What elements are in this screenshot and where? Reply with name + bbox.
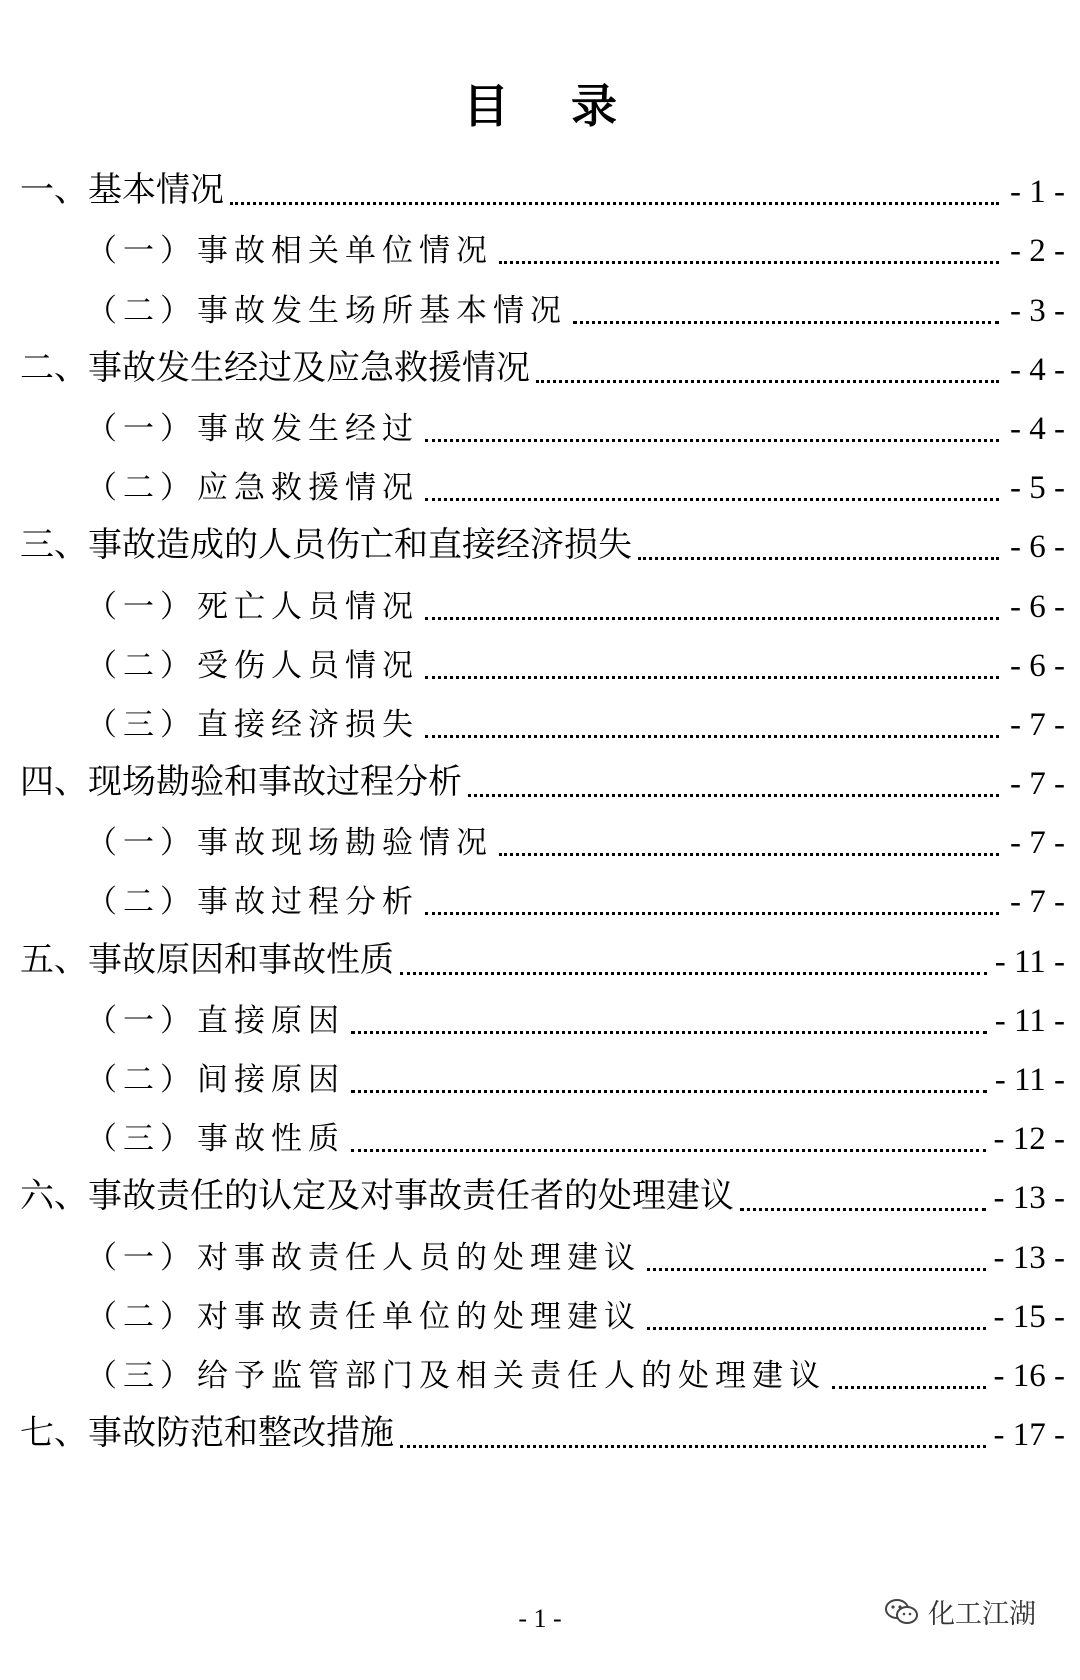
toc-section-entry[interactable]: [20, 513, 1065, 572]
toc-dot-leader: [647, 1268, 986, 1271]
toc-entry-label: 六、事故责任的认定及对事故责任者的处理建议: [20, 1176, 734, 1217]
toc-entry-label: （三）事故性质: [86, 1121, 345, 1158]
toc-entry-page: - 12 -: [993, 1121, 1065, 1158]
toc-entry-label: 七、事故防范和整改措施: [20, 1413, 394, 1454]
toc-entry-label: （二）应急救援情况: [86, 470, 419, 507]
toc-entry-label: 一、基本情况: [20, 170, 224, 211]
toc-subsection-entry[interactable]: [20, 1223, 1065, 1282]
toc-dot-leader: [638, 557, 999, 560]
toc-entry-label: （二）受伤人员情况: [86, 647, 419, 684]
toc-subsection-entry[interactable]: [20, 454, 1065, 513]
watermark-text: 化工江湖: [928, 1599, 1036, 1630]
toc-entry-label: （一）事故现场勘验情况: [86, 825, 493, 862]
toc-entry-page: - 2 -: [1010, 233, 1065, 270]
toc-dot-leader: [425, 676, 999, 679]
toc-entry-label: （二）事故过程分析: [86, 884, 419, 921]
toc-entry-page: - 4 -: [1010, 351, 1065, 388]
toc-section-entry[interactable]: [20, 336, 1065, 395]
page-number: - 1 -: [518, 1604, 562, 1633]
toc-dot-leader: [573, 321, 999, 324]
toc-dot-leader: [425, 617, 999, 620]
toc-subsection-entry[interactable]: [20, 1342, 1065, 1401]
toc-subsection-entry[interactable]: [20, 395, 1065, 454]
toc-entry-page: - 11 -: [994, 1002, 1065, 1039]
toc-entry-label: （一）死亡人员情况: [86, 588, 419, 625]
toc-entry-page: - 17 -: [993, 1417, 1065, 1454]
toc-entry-label: 三、事故造成的人员伤亡和直接经济损失: [20, 525, 632, 566]
toc-dot-leader: [425, 735, 999, 738]
watermark: [884, 1592, 1036, 1631]
toc-subsection-entry[interactable]: [20, 276, 1065, 335]
toc-entry-label: （二）间接原因: [86, 1062, 345, 1098]
toc-subsection-entry[interactable]: [20, 1046, 1065, 1105]
toc-entry-page: - 16 -: [993, 1357, 1065, 1394]
toc-entry-page: - 7 -: [1010, 884, 1065, 921]
toc-entry-label: （一）直接原因: [86, 1002, 345, 1039]
toc-entry-label: 二、事故发生经过及应急救援情况: [20, 347, 530, 388]
toc-entry-page: - 3 -: [1010, 292, 1065, 329]
toc-entry-label: （三）直接经济损失: [86, 706, 419, 743]
toc-dot-leader: [425, 498, 999, 501]
page-title: 目录: [463, 79, 679, 133]
toc-entry-label: （三）给予监管部门及相关责任人的处理建议: [86, 1357, 826, 1394]
toc-entry-page: - 13 -: [993, 1239, 1065, 1276]
toc-entry-label: （二）对事故责任单位的处理建议: [86, 1298, 641, 1335]
toc-dot-leader: [351, 1149, 986, 1152]
toc-entry-page: - 11 -: [994, 943, 1065, 980]
table-of-contents: [20, 158, 1065, 1460]
toc-subsection-entry[interactable]: [20, 572, 1065, 631]
toc-entry-label: （一）对事故责任人员的处理建议: [86, 1239, 641, 1276]
toc-entry-page: - 4 -: [1010, 410, 1065, 447]
toc-entry-page: - 7 -: [1010, 825, 1065, 862]
toc-entry-label: 五、事故原因和事故性质: [20, 939, 394, 980]
toc-dot-leader: [351, 1031, 987, 1034]
toc-entry-page: - 6 -: [1010, 529, 1065, 566]
toc-entry-page: - 13 -: [993, 1180, 1065, 1217]
toc-dot-leader: [740, 1208, 986, 1211]
toc-section-entry[interactable]: [20, 1401, 1065, 1460]
toc-entry-page: - 7 -: [1010, 706, 1065, 743]
toc-subsection-entry[interactable]: [20, 809, 1065, 868]
toc-dot-leader: [468, 794, 999, 797]
toc-dot-leader: [230, 202, 999, 205]
toc-subsection-entry[interactable]: [20, 632, 1065, 691]
toc-subsection-entry[interactable]: [20, 987, 1065, 1046]
toc-entry-page: - 11 -: [994, 1062, 1065, 1098]
toc-subsection-entry[interactable]: [20, 1283, 1065, 1342]
toc-dot-leader: [425, 912, 999, 915]
toc-subsection-entry[interactable]: [20, 217, 1065, 276]
toc-dot-leader: [400, 1445, 986, 1448]
toc-section-entry[interactable]: [20, 750, 1065, 809]
toc-entry-label: （二）事故发生场所基本情况: [86, 292, 567, 329]
toc-dot-leader: [832, 1386, 986, 1389]
toc-entry-page: - 6 -: [1010, 588, 1065, 625]
toc-entry-label: （一）事故发生经过: [86, 410, 419, 447]
toc-dot-leader: [647, 1327, 986, 1330]
toc-dot-leader: [351, 1090, 987, 1093]
toc-dot-leader: [536, 380, 999, 383]
toc-subsection-entry[interactable]: [20, 868, 1065, 927]
toc-entry-page: - 6 -: [1010, 647, 1065, 684]
toc-entry-page: - 1 -: [1010, 174, 1065, 211]
toc-subsection-entry[interactable]: [20, 1105, 1065, 1164]
toc-section-entry[interactable]: [20, 1164, 1065, 1223]
toc-entry-page: - 15 -: [993, 1298, 1065, 1335]
toc-dot-leader: [499, 853, 999, 856]
toc-entry-page: - 7 -: [1010, 766, 1065, 803]
toc-section-entry[interactable]: [20, 158, 1065, 217]
toc-entry-label: 四、现场勘验和事故过程分析: [20, 762, 462, 803]
toc-dot-leader: [499, 261, 999, 264]
wechat-icon: [884, 1597, 920, 1627]
toc-entry-label: （一）事故相关单位情况: [86, 233, 493, 270]
toc-dot-leader: [425, 439, 999, 442]
toc-entry-page: - 5 -: [1010, 470, 1065, 507]
toc-subsection-entry[interactable]: [20, 691, 1065, 750]
toc-section-entry[interactable]: [20, 927, 1065, 986]
toc-dot-leader: [400, 972, 987, 975]
